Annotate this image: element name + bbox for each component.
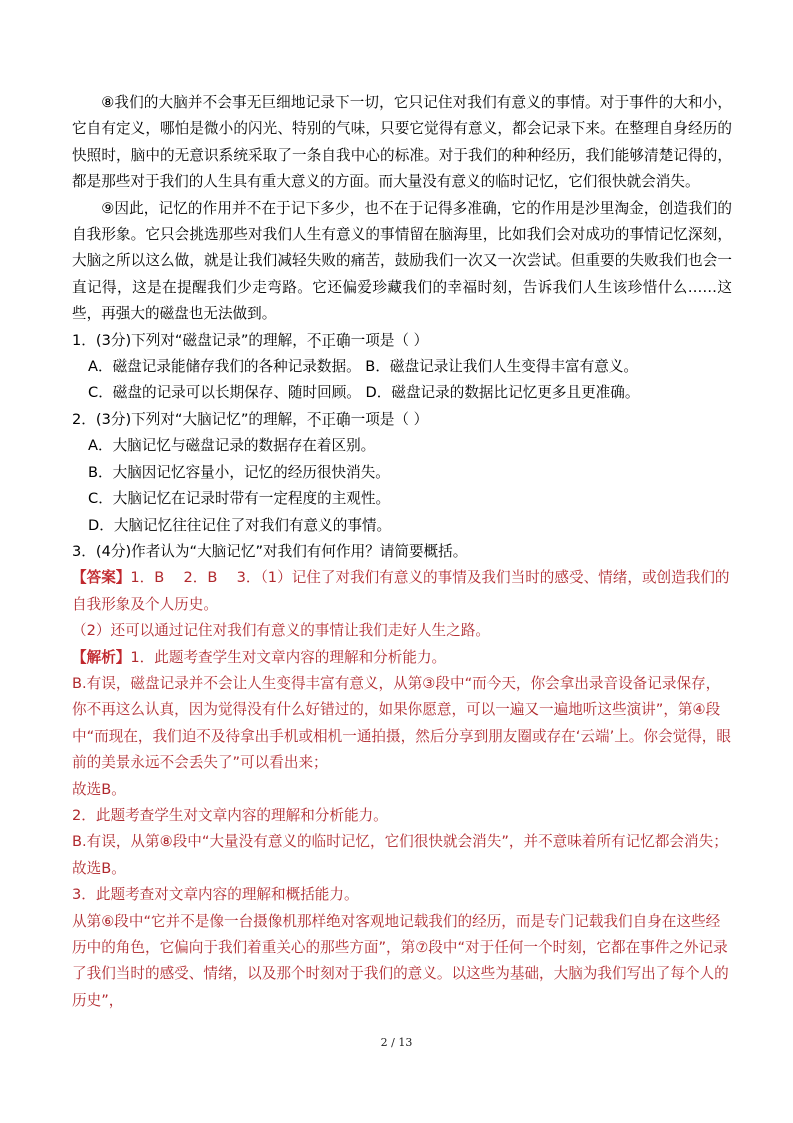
analysis-line-8: 从第⑥段中“它并不是像一台摄像机那样绝对客观地记载我们的经历，而是专门记载我们自身在这些经历中的角色，它偏向于我们着重关心的那些方面”，第⑦段中“对于任何一个时刻，它都在事件之外记录了我们当时的感受、情绪，以及那个时刻对于我们的意义。以这些为基础，大脑为我们写出了每个人的历史”， [72, 912, 729, 1009]
analysis-block [72, 645, 732, 671]
emphasis-char: 不 [306, 331, 322, 349]
question-2-tail: 一项是（ ） [350, 410, 429, 428]
answer-text-2: （2）还可以通过记住对我们有意义的事情让我们走好人生之路。 [72, 622, 490, 640]
analysis-line-5: B.有误，从第⑧段中“大量没有意义的临时记忆，它们很快就会消失”，并不意味着所有记忆都会消失； [72, 833, 728, 851]
analysis-line-4: 2．此题考查学生对文章内容的理解和分析能力。 [72, 806, 388, 824]
analysis-line-2: B.有误，磁盘记录并不会让人生变得丰富有意义，从第③段中“而今天，你会拿出录音设备记录保存，你不再这么认真，因为觉得没有什么好错过的，如果你愿意，可以一遍又一遍地听这些演讲”，第④段中“而现在，我们迫不及待拿出手机或相机一通拍摄，然后分享到朋友圈或存在‘云端’上。你会觉得，眼前的美景永远不会丢失了”可以看出来； [72, 674, 731, 772]
question-2-stem: 2．(3分)下列对“大脑记忆”的理解， [72, 410, 307, 428]
emphasis-char: 正 [321, 410, 337, 428]
question-3: 3．(4分)作者认为“大脑记忆”对我们有何作用？请简要概括。 [72, 542, 468, 560]
question-2 [72, 407, 732, 433]
question-1-stem: 1．(3分)下列对“磁盘记录”的理解， [72, 331, 307, 349]
answer-tag: 【答案】 [72, 569, 131, 587]
question-2-option-a: A．大脑记忆与磁盘记录的数据存在着区别。 [88, 437, 376, 455]
analysis-line-7: 3．此题考查对文章内容的理解和概括能力。 [72, 886, 359, 904]
emphasis-char: 正 [321, 331, 337, 349]
question-1-tail: 一项是（ ） [350, 331, 429, 349]
page-number: 2 / 13 [380, 1036, 413, 1049]
paragraph-8: ⑧我们的大脑并不会事无巨细地记录下一切，它只记住对我们有意义的事情。对于事件的大和小，它自有定义，哪怕是微小的闪光、特别的气味，只要它觉得有意义，都会记录下来。在整理自身经历的快照时，脑中的无意识系统采取了一条自我中心的标准。对于我们的种种经历，我们能够清楚记得的，都是那些对于我们的人生具有重大意义的方面。而大量没有意义的临时记忆，它们很快就会消失。 [72, 94, 732, 191]
question-2-option-c: C．大脑记忆在记录时带有一定程度的主观性。 [88, 490, 391, 508]
analysis-line-3: 故选B。 [72, 780, 126, 798]
analysis-line-1: 1．此题考查学生对文章内容的理解和分析能力。 [130, 648, 447, 666]
emphasis-char: 确 [336, 331, 351, 349]
emphasis-char: 不 [306, 410, 322, 428]
page-content [72, 90, 732, 1014]
question-2-option-d: D．大脑记忆往往记住了对我们有意义的事情。 [88, 516, 392, 534]
question-1-options-cd: C．磁盘的记录可以长期保存、随时回顾。 D．磁盘记录的数据比记忆更多且更准确。 [88, 384, 640, 402]
question-2-option-b: B．大脑因记忆容量小，记忆的经历很快消失。 [88, 463, 390, 481]
question-1-options-ab: A．磁盘记录能储存我们的各种记录数据。 B．磁盘记录让我们人生变得丰富有意义。 [88, 358, 639, 376]
analysis-line-6: 故选B。 [72, 859, 126, 877]
answer-block [72, 565, 732, 618]
answer-text-1: 1．B 2．B 3．（1）记住了对我们有意义的事情及我们当时的感受、情绪，或创造我们的自我形象及个人历史。 [72, 569, 730, 613]
paragraph-9: ⑨因此，记忆的作用并不在于记下多少，也不在于记得多准确，它的作用是沙里淘金，创造我们的自我形象。它只会挑选那些对我们人生有意义的事情留在脑海里，比如我们会对成功的事情记忆深刻，大脑之所以这么做，就是让我们减轻失败的痛苦，鼓励我们一次又一次尝试。但重要的失败我们也会一直记得，这是在提醒我们少走弯路。它还偏爱珍藏我们的幸福时刻，告诉我们人生该珍惜什么……这些，再强大的磁盘也无法做到。 [72, 199, 732, 323]
emphasis-char: 确 [336, 410, 351, 428]
question-1 [72, 328, 732, 354]
analysis-tag: 【解析】 [72, 648, 131, 666]
